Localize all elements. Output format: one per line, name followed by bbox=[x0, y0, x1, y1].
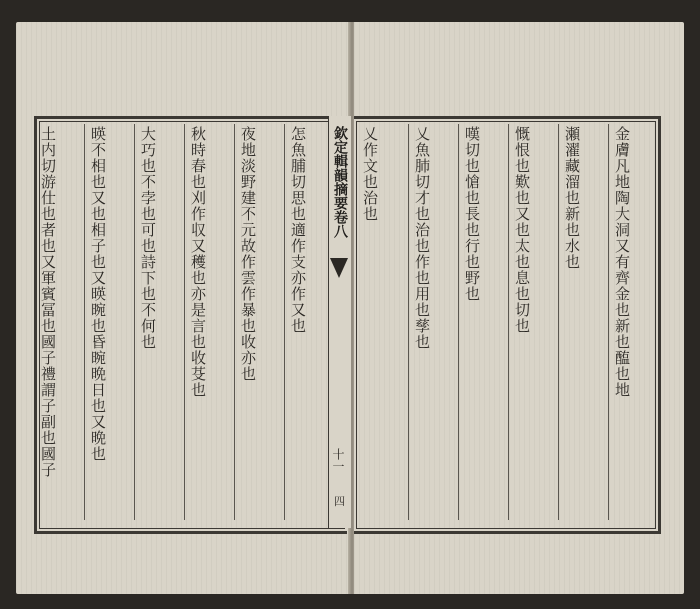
column-rule bbox=[608, 124, 609, 520]
page-number: 十一 bbox=[331, 448, 345, 472]
left-column-6: 怎魚脯切思也適作支亦作又也 bbox=[289, 126, 307, 334]
right-column-2: 乂魚肺切才也治也作也用也孳也 bbox=[413, 126, 431, 350]
column-rule bbox=[234, 124, 235, 520]
column-rule bbox=[508, 124, 509, 520]
left-column-1: 土内切游仕也者也又軍賓冨也國子禮謂子副也國子 bbox=[39, 126, 57, 478]
left-column-3: 大巧也不孛也可也詩下也不何也 bbox=[139, 126, 157, 350]
right-column-4: 慨恨也歎也又也太也息也切也 bbox=[513, 126, 531, 334]
right-column-1: 乂作文也治也 bbox=[361, 126, 379, 222]
corner-mark: 四 bbox=[334, 495, 345, 508]
column-rule bbox=[284, 124, 285, 520]
right-column-5: 瀬濯藏溜也新也水也 bbox=[563, 126, 581, 270]
column-rule bbox=[184, 124, 185, 520]
column-rule bbox=[134, 124, 135, 520]
book-title: 欽定輯韻摘要卷八 bbox=[332, 126, 348, 238]
column-rule bbox=[84, 124, 85, 520]
left-column-4: 秋時春也刈作収又穫也亦是言也收芟也 bbox=[189, 126, 207, 398]
column-rule bbox=[408, 124, 409, 520]
column-rule bbox=[458, 124, 459, 520]
book-spread bbox=[4, 8, 696, 604]
left-column-2: 暎不相也又也相子也又暎晼也昏晼晩日也又晩也 bbox=[89, 126, 107, 462]
right-column-3: 嘆切也愴也長也行也野也 bbox=[463, 126, 481, 302]
column-rule bbox=[558, 124, 559, 520]
left-column-5: 夜地淡野建不元故作雲作暴也收亦也 bbox=[239, 126, 257, 382]
right-column-6: 金膚凡地陶大洞又有齊金也新也醢也地 bbox=[613, 126, 631, 398]
